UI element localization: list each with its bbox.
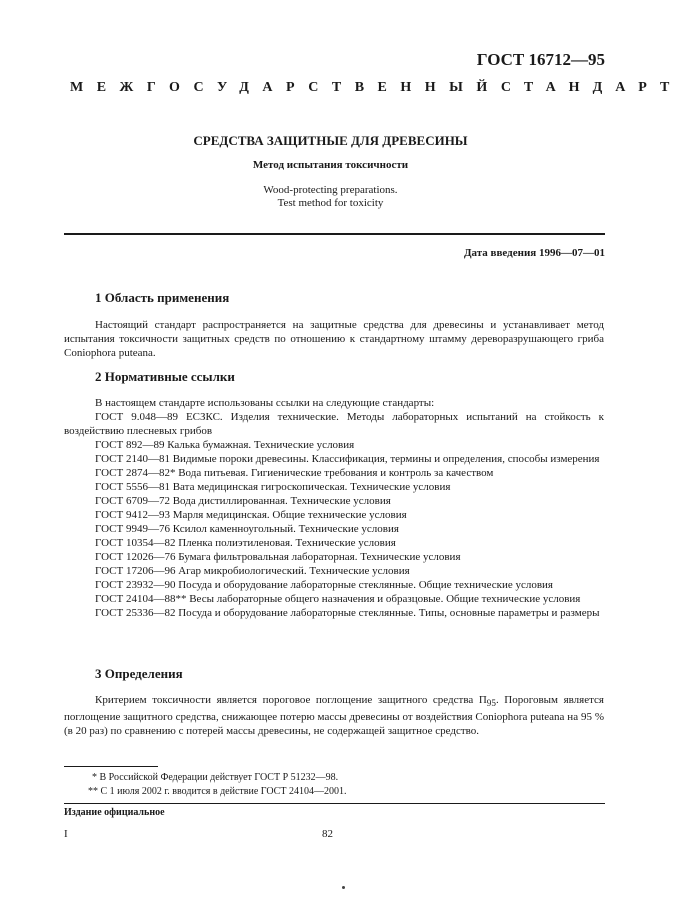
references-list [64, 396, 604, 620]
header-rule [64, 233, 605, 235]
english-title-line-2: Test method for toxicity [277, 197, 384, 209]
scan-dot [342, 886, 345, 889]
reference-item: ГОСТ 9412—93 Марля медицинская. Общие технические условия [95, 509, 407, 521]
document-code: ГОСТ 16712—95 [476, 50, 605, 69]
english-title-line-1: Wood-protecting preparations. [263, 184, 398, 196]
footnote-2 [64, 785, 604, 799]
reference-item: ГОСТ 12026—76 Бумага фильтровальная лабораторная. Технические условия [95, 551, 461, 563]
footer-rule [64, 803, 605, 804]
footnote-1-text: * В Российской Федерации действует ГОСТ Р 51232—98. [92, 772, 339, 783]
document-subtitle: Метод испытания токсичности [252, 159, 409, 171]
reference-item: ГОСТ 2874—82* Вода питьевая. Гигиенические требования и контроль за качеством [95, 467, 494, 479]
reference-item: ГОСТ 9.048—89 ЕСЗКС. Изделия технические. Методы лабораторных испытаний на стойкость к воздействию плесневых грибов [64, 411, 604, 437]
footnote-separator [64, 766, 158, 767]
section-3-body-a: Критерием токсичности является пороговое поглощение защитного средства П [95, 694, 487, 706]
banner-left [70, 80, 501, 96]
section-3-text [64, 693, 604, 738]
section-1-heading: 1 Область применения [95, 290, 230, 305]
banner-right [501, 80, 682, 96]
reference-item: ГОСТ 10354—82 Пленка полиэтиленовая. Технические условия [95, 537, 396, 549]
section-1-body: Настоящий стандарт распространяется на защитные средства для древесины и устанавливает метод испытания токсичности защитных средств по отношению к стандартному штамму дереворазрушающего гриба Coniophora puteana. [64, 319, 604, 359]
standard-banner [70, 80, 682, 96]
english-title [56, 184, 605, 210]
section-2-heading: 2 Нормативные ссылки [95, 369, 235, 384]
banner-left-text: МЕЖГОСУДАРСТВЕННЫЙ [70, 80, 501, 95]
references-intro: В настоящем стандарте использованы ссылки на следующие стандарты: [95, 397, 435, 409]
reference-item: ГОСТ 17206—96 Агар микробиологический. Технические условия [95, 565, 410, 577]
reference-item: ГОСТ 6709—72 Вода дистиллированная. Технические условия [95, 495, 391, 507]
reference-item: ГОСТ 23932—90 Посуда и оборудование лабораторные стеклянные. Общие технические условия [95, 579, 553, 591]
section-3-heading: 3 Определения [95, 666, 183, 681]
section-3-body-b: . Пороговым является поглощение защитного средства, снижающее потерю массы древесины от воздействия Coniophora puteana на 95 % (в 20 раз) по сравнению с потерей массы древесины, не содержащей защитное средство. [64, 694, 604, 738]
footnote-1 [64, 771, 604, 785]
page-number: 82 [322, 828, 333, 840]
reference-item: ГОСТ 892—89 Калька бумажная. Технические условия [95, 439, 355, 451]
reference-item: ГОСТ 9949—76 Ксилол каменноугольный. Технические условия [95, 523, 399, 535]
sheet-mark: I [64, 828, 68, 840]
document-title: СРЕДСТВА ЗАЩИТНЫЕ ДЛЯ ДРЕВЕСИНЫ [193, 133, 468, 148]
section-1-text [64, 318, 604, 360]
reference-item: ГОСТ 24104—88** Весы лабораторные общего назначения и образцовые. Общие технические условия [95, 593, 581, 605]
introduction-date: Дата введения 1996—07—01 [463, 247, 605, 259]
reference-item: ГОСТ 2140—81 Видимые пороки древесины. Классификация, термины и определения, способы измерения [95, 453, 600, 465]
banner-right-text: СТАНДАРТ [500, 80, 682, 95]
reference-item: ГОСТ 25336—82 Посуда и оборудование лабораторные стеклянные. Типы, основные параметры и размеры [95, 607, 600, 619]
threshold-subscript: 95 [486, 698, 496, 709]
footnote-2-text: ** С 1 июля 2002 г. вводится в действие ГОСТ 24104—2001. [88, 786, 347, 797]
reference-item: ГОСТ 5556—81 Вата медицинская гигроскопическая. Технические условия [95, 481, 451, 493]
edition-label: Издание официальное [64, 807, 165, 818]
